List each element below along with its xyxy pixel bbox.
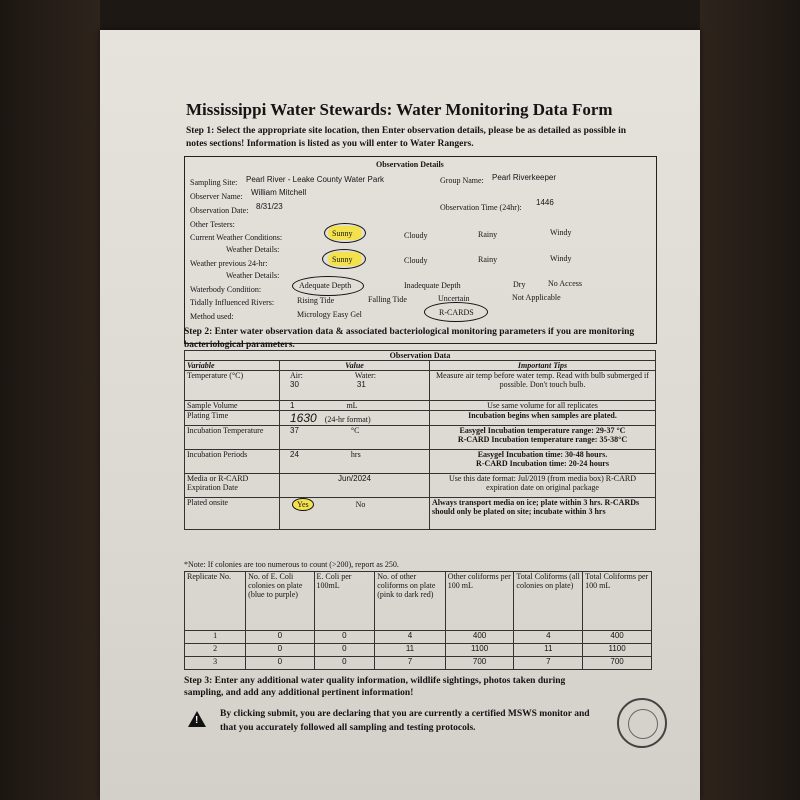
replicate-cell[interactable]: 1100 [583,644,652,657]
replicate-cell[interactable]: 7 [375,657,446,670]
method-label: Method used: [190,312,234,321]
plated-onsite-cell [280,498,430,530]
current-weather-windy[interactable]: Windy [550,228,572,237]
step3-instructions: Step 3: Enter any additional water quality information, wildlife sightings, photos taken during sampling, and add any additional pertinent information! [184,676,566,698]
background-left [0,0,100,800]
rcard-temp-tip: R-CARD Incubation temperature range: 35-38°C [457,435,628,444]
observation-time-label: Observation Time (24hr): [440,203,522,212]
replicate-cell[interactable]: 400 [583,631,652,644]
replicate-col-header: Total Coliforms (all colonies on plate) [514,572,583,631]
replicate-row [185,631,652,644]
sample-volume-value[interactable]: 1 [290,401,295,410]
expiration-date-tip: Use this date format: Jul/2019 (from media box) R-CARD expiration date on original package [430,474,656,498]
observation-time-value[interactable]: 1446 [536,198,554,207]
paper-form [100,30,700,800]
replicate-col-header: Other coliforms per 100 mL [445,572,514,631]
replicate-cell[interactable]: 0 [246,657,314,670]
prev-weather-sunny[interactable]: Sunny [332,255,353,264]
weather-previous-label: Weather previous 24-hr: [190,259,268,268]
prev-weather-rainy[interactable]: Rainy [478,255,498,264]
current-weather-sunny[interactable]: Sunny [332,229,353,238]
method-easygel[interactable]: Micrology Easy Gel [297,310,362,319]
incubation-periods-cell [280,450,430,474]
step2-instructions: Step 2: Enter water observation data & associated bacteriological monitoring parameters if you are monitoring bacteriological parameters. [184,327,635,350]
replicate-cell[interactable]: 0 [314,657,375,670]
waterbody-dry[interactable]: Dry [513,280,526,289]
replicate-col-header: No. of other coliforms on plate (pink to dark red) [375,572,446,631]
tidal-falling[interactable]: Falling Tide [368,295,407,304]
tidal-rising[interactable]: Rising Tide [297,296,335,305]
logo-inner [628,709,658,739]
replicate-cell[interactable]: 11 [375,644,446,657]
sampling-site-label: Sampling Site: [190,178,238,187]
replicate-header-row [185,572,652,631]
step1-instructions: Step 1: Select the appropriate site location, then Enter observation details, please be as detailed as possible in notes sections! Information is listed as you will enter to Water Rangers. [186,126,627,149]
air-value[interactable]: 30 [290,380,299,389]
replicate-cell[interactable]: 700 [445,657,514,670]
weather-details-label-1: Weather Details: [226,245,280,254]
waterbody-condition-label: Waterbody Condition: [190,285,262,294]
replicate-row [185,657,652,670]
sample-volume-label: Sample Volume [185,401,280,411]
method-rcards[interactable]: R-CARDS [439,308,474,317]
current-weather-cloudy[interactable]: Cloudy [404,231,428,240]
background-right [700,0,800,800]
expiration-date-label: Media or R-CARD Expiration Date [185,474,280,498]
prev-weather-windy[interactable]: Windy [550,254,572,263]
warning-icon: ! [188,711,206,727]
observer-name-value[interactable]: William Mitchell [251,188,307,197]
replicate-col-header: E. Coli per 100mL [314,572,375,631]
plated-onsite-label: Plated onsite [185,498,280,530]
rcard-time-tip: R-CARD Incubation time: 20-24 hours [476,459,609,468]
easygel-temp-tip: Easygel Incubation temperature range: 29-37 °C [459,426,626,435]
current-weather-rainy[interactable]: Rainy [478,230,498,239]
current-weather-label: Current Weather Conditions: [190,233,283,242]
expiration-date-value[interactable]: Jun/2024 [280,474,430,498]
form-title: Mississippi Water Stewards: Water Monitoring Data Form [186,100,613,119]
incubation-temperature-tips [430,426,656,450]
sample-volume-tip: Use same volume for all replicates [430,401,656,411]
group-name-label: Group Name: [440,176,484,185]
replicate-cell[interactable]: 0 [314,644,375,657]
plating-time-label: Plating Time [185,411,280,426]
replicate-row [185,644,652,657]
incubation-temperature-label: Incubation Temperature [185,426,280,450]
waterbody-inadequate[interactable]: Inadequate Depth [404,281,461,290]
observation-data-header: Observation Data [185,351,656,361]
replicate-cell[interactable]: 700 [583,657,652,670]
replicate-table [184,571,652,670]
replicate-cell[interactable]: 0 [246,644,314,657]
replicate-col-header: No. of E. Coli colonies on plate (blue to purple) [246,572,314,631]
other-testers-label: Other Testers: [190,220,235,229]
replicate-cell[interactable]: 0 [246,631,314,644]
incubation-temperature-cell [280,426,430,450]
plated-no[interactable]: No [355,500,366,509]
msws-logo [617,698,667,748]
prev-weather-cloudy[interactable]: Cloudy [404,256,428,265]
replicate-number: 3 [185,657,246,670]
sampling-site-value[interactable]: Pearl River - Leake County Water Park [246,175,384,184]
replicate-cell[interactable]: 11 [514,644,583,657]
replicate-cell[interactable]: 4 [514,631,583,644]
incubation-temperature-value[interactable]: 37 [290,426,299,435]
plated-yes[interactable]: Yes [292,498,314,511]
plating-time-value[interactable]: 1630 [290,411,317,425]
tidal-not-applicable[interactable]: Not Applicable [512,293,561,302]
replicate-cell[interactable]: 400 [445,631,514,644]
waterbody-no-access[interactable]: No Access [548,279,582,288]
incubation-periods-unit: hrs [350,450,361,459]
observation-details-header: Observation Details [376,160,444,169]
replicate-cell[interactable]: 0 [314,631,375,644]
background-top [0,0,800,30]
tidal-uncertain[interactable]: Uncertain [438,294,470,303]
col-value: Value [280,361,430,371]
colonies-note: *Note: If colonies are too numerous to count (>200), report as 250. [184,560,399,569]
replicate-cell[interactable]: 4 [375,631,446,644]
incubation-periods-value[interactable]: 24 [290,450,299,459]
col-tips: Important Tips [430,361,656,371]
observation-date-value[interactable]: 8/31/23 [256,202,283,211]
observation-date-label: Observation Date: [190,206,249,215]
incubation-temperature-unit: °C [350,426,360,435]
group-name-value[interactable]: Pearl Riverkeeper [492,173,557,182]
col-variable: Variable [185,361,280,371]
replicate-cell[interactable]: 1100 [445,644,514,657]
sample-volume-unit: mL [346,401,358,410]
incubation-periods-label: Incubation Periods [185,450,280,474]
replicate-cell[interactable]: 7 [514,657,583,670]
weather-details-label-2: Weather Details: [226,271,280,280]
temperature-values [280,371,430,401]
temperature-label: Temperature (°C) [185,371,280,401]
plating-time-tip: Incubation begins when samples are plated. [430,411,656,426]
observation-data-table [184,350,656,530]
plating-time-cell [280,411,430,426]
replicate-col-header: Total Coliforms per 100 mL [583,572,652,631]
plating-time-unit: (24-hr format) [324,415,371,424]
air-label: Air: [290,371,303,380]
temperature-tip: Measure air temp before water temp. Read with bulb submerged if possible. Don't touch bulb. [430,371,656,401]
water-label: Water: [354,371,377,380]
plated-onsite-tip: Always transport media on ice; plate within 3 hrs. R-CARDs should only be plated on site; incubate within 3 hrs [430,498,656,530]
observer-name-label: Observer Name: [190,192,243,201]
waterbody-adequate[interactable]: Adequate Depth [299,281,352,290]
replicate-number: 1 [185,631,246,644]
submit-disclaimer: By clicking submit, you are declaring that you are currently a certified MSWS monitor and that you accurately followed all sampling and testing protocols. [220,709,590,733]
tidal-label: Tidally Influenced Rivers: [190,298,275,307]
incubation-periods-tips [430,450,656,474]
water-value[interactable]: 31 [356,380,366,389]
sample-volume-cell [280,401,430,411]
replicate-col-header: Replicate No. [185,572,246,631]
easygel-time-tip: Easygel Incubation time: 30-48 hours. [477,450,608,459]
replicate-number: 2 [185,644,246,657]
